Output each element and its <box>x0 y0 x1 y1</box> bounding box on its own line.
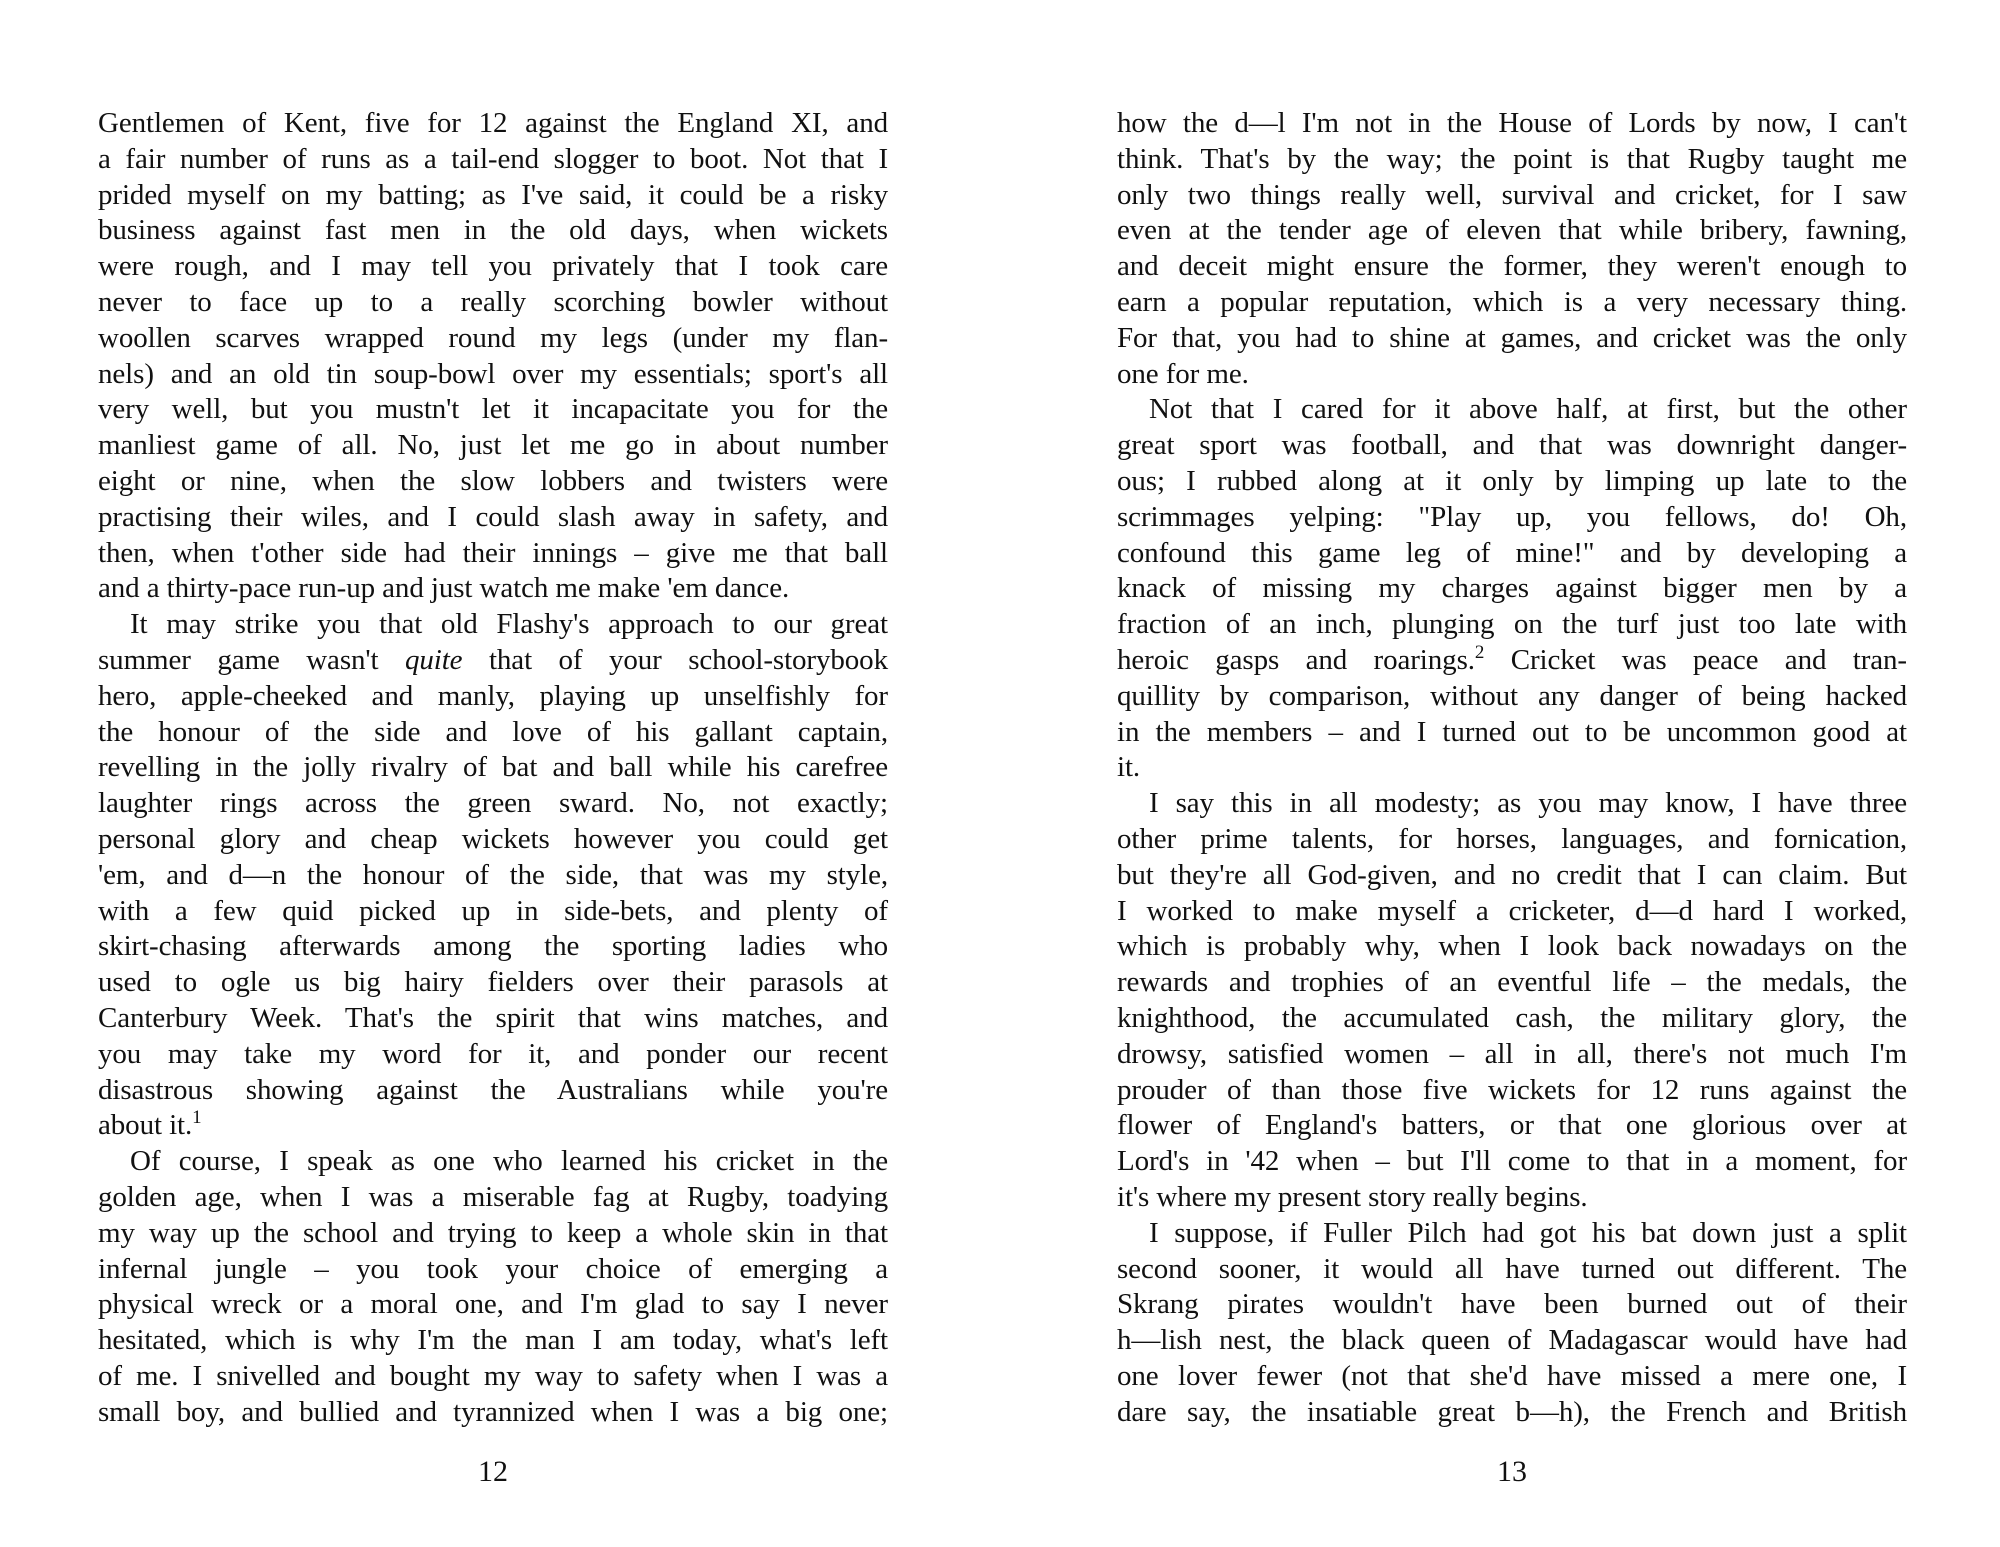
text-line: and deceit might ensure the former, they weren't enough to <box>1117 250 1907 283</box>
text-line: knighthood, the accumulated cash, the military glory, the <box>1117 1001 1907 1034</box>
text-line: I say this in all modesty; as you may know, I have three <box>1149 787 1907 820</box>
text-line: I suppose, if Fuller Pilch had got his bat down just a split <box>1149 1216 1907 1249</box>
text-line: you may take my word for it, and ponder our recent <box>98 1037 888 1070</box>
text-line: used to ogle us big hairy fielders over their parasols at <box>98 966 888 999</box>
text-line: of me. I snivelled and bought my way to safety when I was a <box>98 1359 888 1392</box>
text-line: second sooner, it would all have turned out different. The <box>1117 1252 1907 1285</box>
text-line: ous; I rubbed along at it only by limping up late to the <box>1117 464 1907 497</box>
text-line: woollen scarves wrapped round my legs (under my flan- <box>98 321 888 354</box>
text-line: other prime talents, for horses, languages, and fornication, <box>1117 822 1907 855</box>
text-line: For that, you had to shine at games, and cricket was the only <box>1117 321 1907 354</box>
text-line: It may strike you that old Flashy's approach to our great <box>130 608 888 641</box>
text-line: in the members – and I turned out to be uncommon good at <box>1117 715 1907 748</box>
text-line: 'em, and d—n the honour of the side, that was my style, <box>98 858 888 891</box>
text-line: how the d—l I'm not in the House of Lords by now, I can't <box>1117 107 1907 139</box>
text-line: Not that I cared for it above half, at first, but the other <box>1149 393 1907 426</box>
text-line: confound this game leg of mine!" and by developing a <box>1117 536 1907 569</box>
text-line: were rough, and I may tell you privately that I took care <box>98 250 888 283</box>
text-line: h—lish nest, the black queen of Madagascar would have had <box>1117 1324 1907 1357</box>
text-line: scrimmages yelping: "Play up, you fellows, do! Oh, <box>1117 500 1907 533</box>
footnote-marker: 1 <box>192 1107 202 1129</box>
text-line: with a few quid picked up in side-bets, and plenty of <box>98 894 888 927</box>
text-line: which is probably why, when I look back nowadays on the <box>1117 930 1907 963</box>
text-line: rewards and trophies of an eventful life – the medals, the <box>1117 966 1907 999</box>
text-line: skirt-chasing afterwards among the sporting ladies who <box>98 930 888 963</box>
text-line: business against fast men in the old days, when wickets <box>98 214 888 247</box>
text-line: practising their wiles, and I could slash away in safety, and <box>98 500 888 533</box>
text-line <box>98 643 888 679</box>
text-line: great sport was football, and that was downright danger- <box>1117 429 1907 462</box>
text-line: infernal jungle – you took your choice of emerging a <box>98 1252 888 1285</box>
text-line: drowsy, satisfied women – all in all, there's not much I'm <box>1117 1037 1907 1070</box>
text-line: one lover fewer (not that she'd have missed a mere one, I <box>1117 1359 1907 1392</box>
text-line: manliest game of all. No, just let me go in about number <box>98 429 888 462</box>
text-line <box>98 1108 888 1144</box>
text-line: Skrang pirates wouldn't have been burned out of their <box>1117 1288 1907 1321</box>
text-line: Canterbury Week. That's the spirit that wins matches, and <box>98 1001 888 1034</box>
left-page-text <box>98 106 888 1430</box>
text-line: eight or nine, when the slow lobbers and twisters were <box>98 464 888 497</box>
text-line: earn a popular reputation, which is a very necessary thing. <box>1117 285 1907 318</box>
text-line: never to face up to a really scorching bowler without <box>98 285 888 318</box>
text-line: personal glory and cheap wickets however you could get <box>98 822 888 855</box>
text-line: fraction of an inch, plunging on the turf just too late with <box>1117 608 1907 641</box>
text-line: revelling in the jolly rivalry of bat and ball while his carefree <box>98 751 888 784</box>
text-line: physical wreck or a moral one, and I'm glad to say I never <box>98 1288 888 1321</box>
text-line: very well, but you mustn't let it incapacitate you for the <box>98 393 888 426</box>
text-line: disastrous showing against the Australians while you're <box>98 1073 888 1106</box>
text-line: hero, apple-cheeked and manly, playing up unselfishly for <box>98 679 888 712</box>
text-line <box>1117 643 1907 679</box>
italic-emphasis: quite <box>404 643 463 676</box>
text-line: I worked to make myself a cricketer, d—d hard I worked, <box>1117 894 1907 927</box>
text-line: a fair number of runs as a tail-end slogger to boot. Not that I <box>98 142 888 175</box>
text-line: hesitated, which is why I'm the man I am today, what's left <box>98 1324 888 1357</box>
footnote-marker: 2 <box>1474 641 1485 663</box>
text-run: that of your school-storybook <box>462 643 888 676</box>
text-line: quillity by comparison, without any danger of being hacked <box>1117 679 1907 712</box>
text-line: even at the tender age of eleven that while bribery, fawning, <box>1117 214 1907 247</box>
text-line: then, when t'other side had their innings – give me that ball <box>98 536 888 569</box>
page-number: 12 <box>478 1455 508 1488</box>
text-line: it. <box>1117 751 1141 784</box>
text-run: Cricket was peace and tran- <box>1484 643 1907 676</box>
text-line: flower of England's batters, or that one glorious over at <box>1117 1109 1907 1142</box>
text-run: about it. <box>98 1109 193 1142</box>
text-line: golden age, when I was a miserable fag at Rugby, toadying <box>98 1180 888 1213</box>
text-line: prided myself on my batting; as I've said, it could be a risky <box>98 178 888 211</box>
text-line: my way up the school and trying to keep a whole skin in that <box>98 1216 888 1249</box>
text-line: knack of missing my charges against bigger men by a <box>1117 572 1907 605</box>
text-line: dare say, the insatiable great b—h), the French and British <box>1117 1395 1907 1428</box>
right-page-text <box>1117 106 1907 1430</box>
text-line: nels) and an old tin soup-bowl over my essentials; sport's all <box>98 357 888 390</box>
text-line: think. That's by the way; the point is that Rugby taught me <box>1117 142 1907 175</box>
text-line: Gentlemen of Kent, five for 12 against the England XI, and <box>98 107 888 139</box>
text-line: laughter rings across the green sward. No, not exactly; <box>98 787 888 820</box>
page-number: 13 <box>1497 1455 1527 1488</box>
text-line: but they're all God-given, and no credit that I can claim. But <box>1117 858 1907 891</box>
right-page <box>1000 0 2000 1547</box>
text-line: small boy, and bullied and tyrannized when I was a big one; <box>98 1395 888 1428</box>
text-line: only two things really well, survival and cricket, for I saw <box>1117 178 1907 211</box>
text-run: heroic gasps and roarings. <box>1117 643 1475 676</box>
text-line: Lord's in '42 when – but I'll come to that in a moment, for <box>1117 1145 1907 1178</box>
text-line: it's where my present story really begins. <box>1117 1180 1588 1213</box>
text-line: and a thirty-pace run-up and just watch me make 'em dance. <box>98 572 790 605</box>
text-line: the honour of the side and love of his gallant captain, <box>98 715 888 748</box>
text-line: Of course, I speak as one who learned his cricket in the <box>130 1145 888 1178</box>
text-line: prouder of than those five wickets for 12 runs against the <box>1117 1073 1907 1106</box>
text-line: one for me. <box>1117 357 1249 390</box>
text-run: summer game wasn't <box>98 643 405 676</box>
